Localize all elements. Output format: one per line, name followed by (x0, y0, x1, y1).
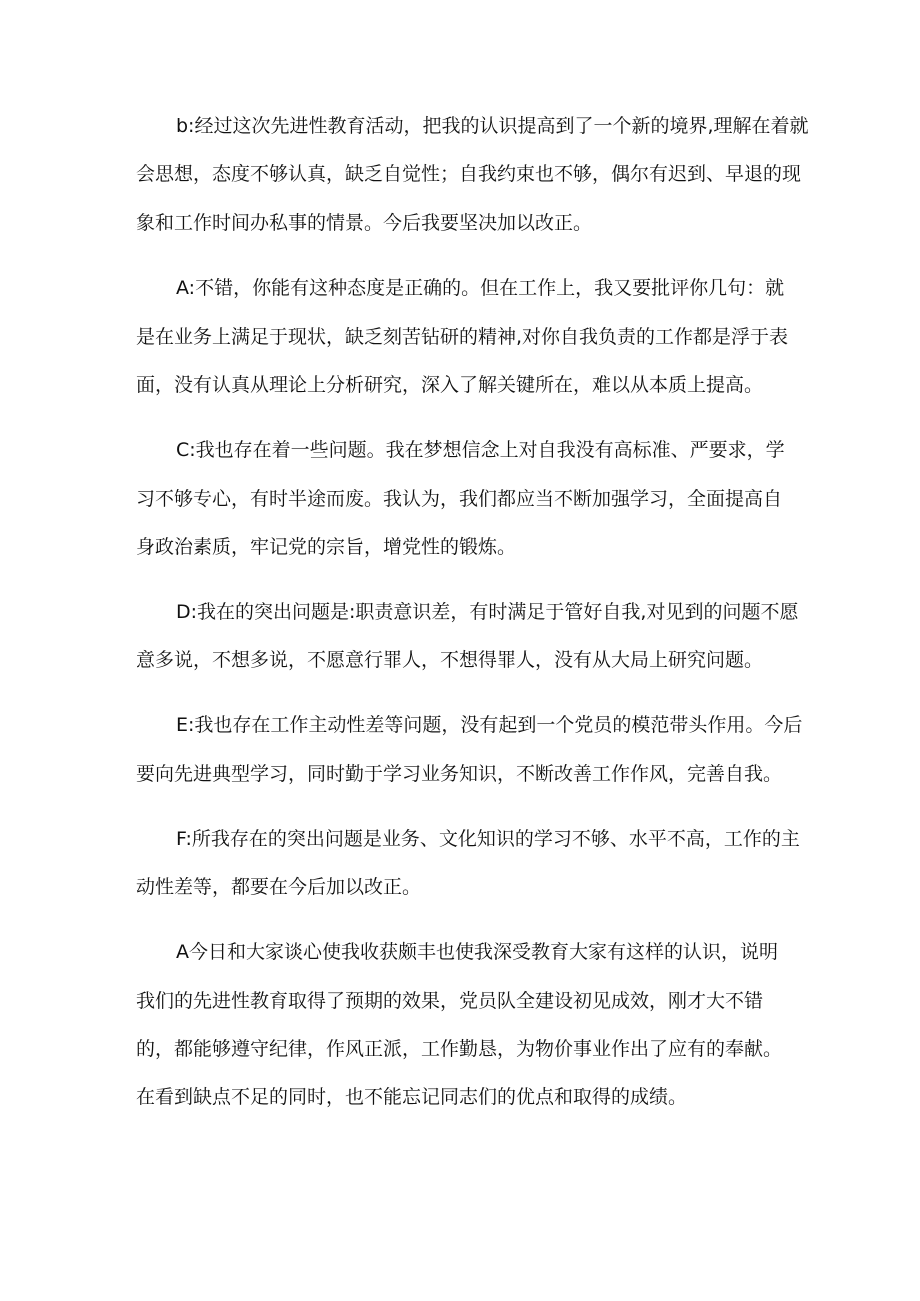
paragraph-b-line-2: 会思想，态度不够认真，缺乏自觉性；自我约束也不够，偶尔有迟到、早退的现 (136, 163, 802, 185)
paragraph-e-line-1: E:我也存在工作主动性差等问题，没有起到一个党员的模范带头作用。今后 (176, 714, 803, 736)
paragraph-d-line-1: D:我在的突出问题是:职责意识差，有时满足于管好自我,对见到的问题不愿 (176, 601, 799, 623)
paragraph-c-line-1: C:我也存在着一些问题。我在梦想信念上对自我没有高标准、严要求，学 (176, 439, 785, 461)
paragraph-e-line-2: 要向先进典型学习，同时勤于学习业务知识，不断改善工作作风，完善自我。 (136, 763, 783, 785)
paragraph-a-line-1: A:不错，你能有这种态度是正确的。但在工作上，我又要批评你几句：就 (176, 277, 785, 299)
paragraph-closing-line-2: 我们的先进性教育取得了预期的效果，党员队全建设初见成效，刚才大不错 (136, 990, 764, 1012)
paragraph-d-line-2: 意多说，不想多说，不愿意行罪人，不想得罪人，没有从大局上研究问题。 (136, 649, 764, 671)
paragraph-c-line-3: 身政治素质，牢记党的宗旨，增党性的锻炼。 (136, 536, 517, 558)
paragraph-a-line-2: 是在业务上满足于现状，缺乏刻苦钻研的精神,对你自我负责的工作都是浮于表 (136, 326, 789, 348)
paragraph-closing-line-1: A今日和大家谈心使我收获颇丰也使我深受教育大家有这样的认识，说明 (176, 941, 778, 963)
paragraph-closing-line-4: 在看到缺点不足的同时，也不能忘记同志们的优点和取得的成绩。 (136, 1086, 688, 1108)
paragraph-c-line-2: 习不够专心，有时半途而废。我认为，我们都应当不断加强学习，全面提高自 (136, 488, 783, 510)
paragraph-f-line-2: 动性差等，都要在今后加以改正。 (136, 876, 422, 898)
paragraph-closing-line-3: 的，都能够遵守纪律，作风正派，工作勤恳，为物价事业作出了应有的奉献。 (136, 1038, 783, 1060)
paragraph-b-line-3: 象和工作时间办私事的情景。今后我要坚决加以改正。 (136, 212, 593, 234)
paragraph-f-line-1: F:所我存在的突出问题是业务、文化知识的学习不够、水平不高，工作的主 (176, 828, 800, 850)
paragraph-a-line-3: 面，没有认真从理论上分析研究，深入了解关键所在，难以从本质上提高。 (136, 374, 764, 396)
paragraph-b-line-1: b:经过这次先进性教育活动，把我的认识提高到了一个新的境界,理解在着就 (176, 115, 809, 137)
